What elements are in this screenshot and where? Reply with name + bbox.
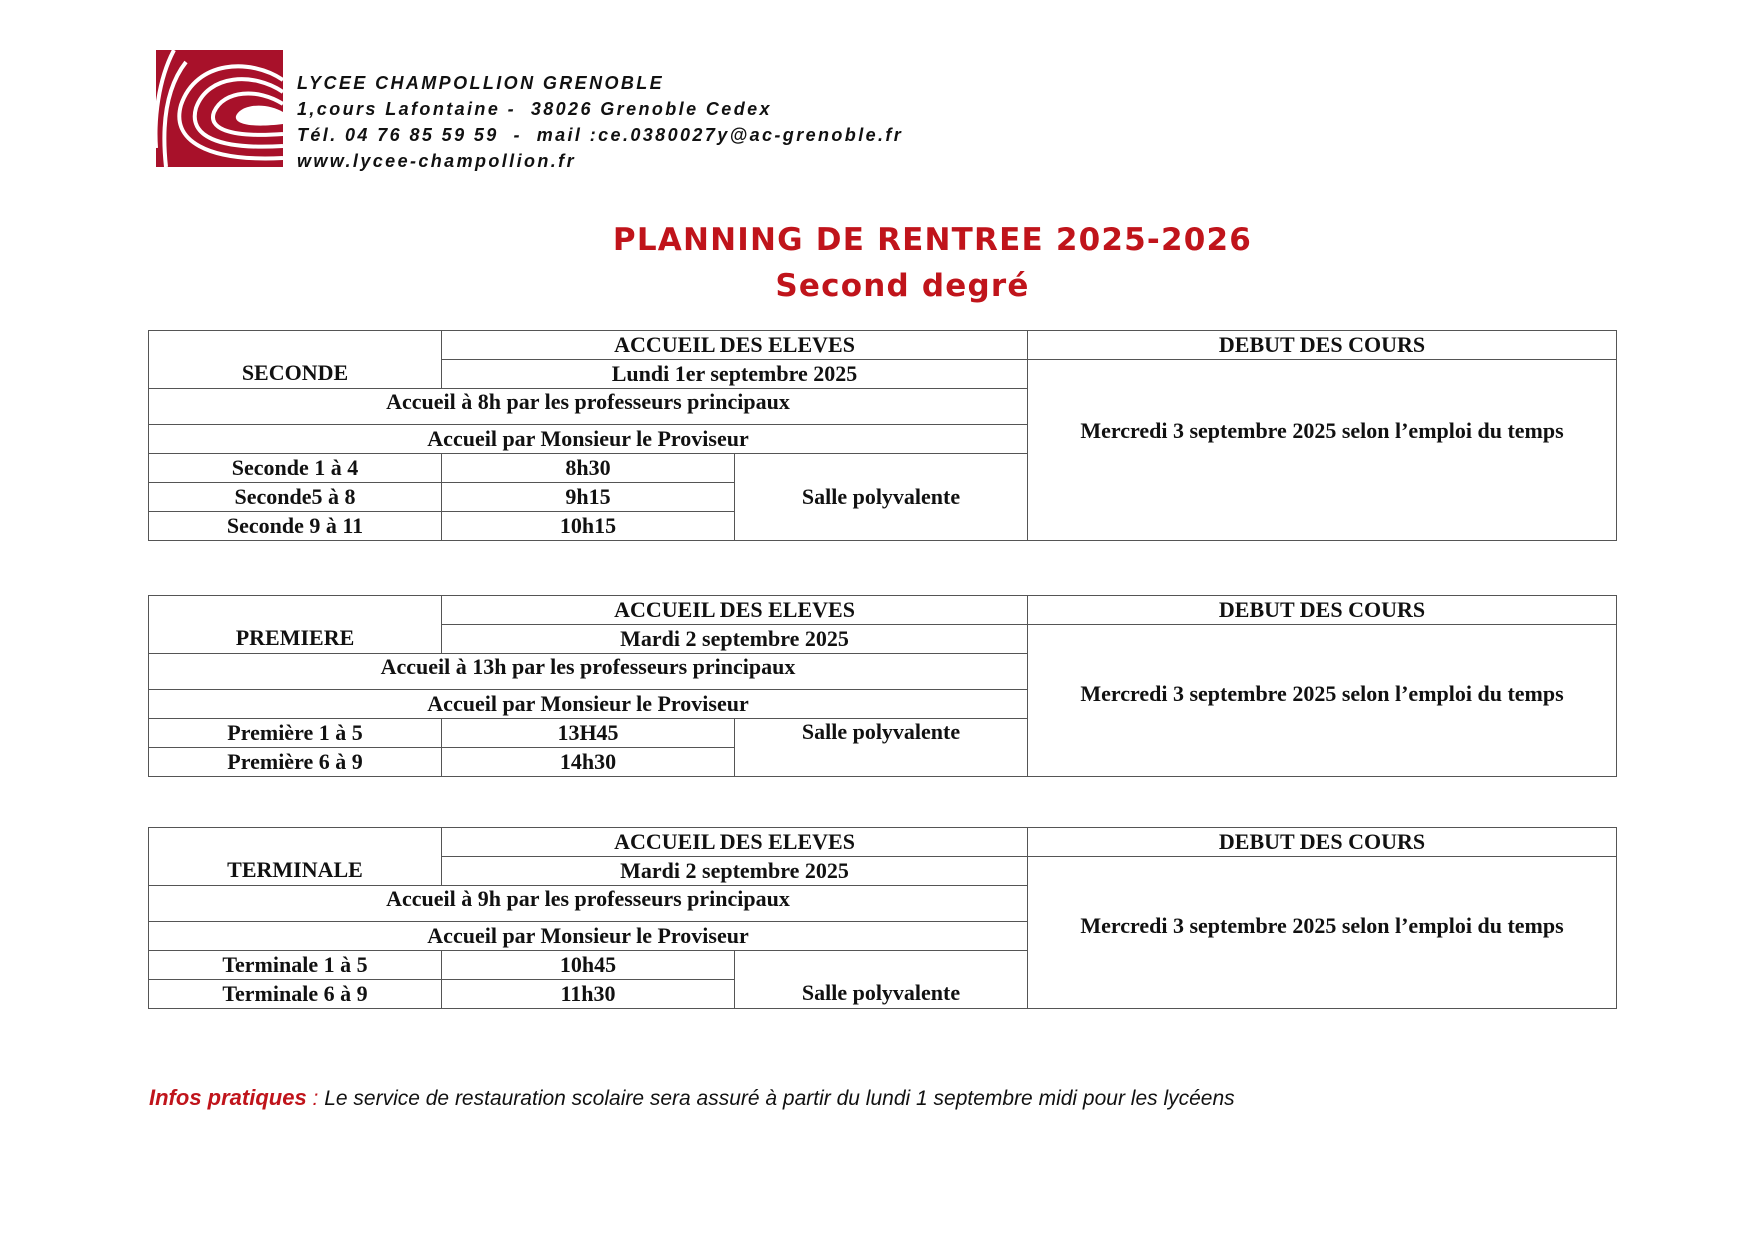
debut-cours: Mercredi 3 septembre 2025 selon l’emploi du temps [1028,625,1617,777]
infos-text: Le service de restauration scolaire sera assuré à partir du lundi 1 septembre midi pour les lycéens [324,1087,1235,1110]
debut-cours: Mercredi 3 septembre 2025 selon l’emploi du temps [1028,360,1617,541]
debut-header: DEBUT DES COURS [1028,828,1617,857]
group-name: Terminale 1 à 5 [149,951,442,980]
group-time: 10h15 [442,512,735,541]
group-time: 9h15 [442,483,735,512]
location: Salle polyvalente [735,454,1028,541]
group-name: Seconde 1 à 4 [149,454,442,483]
group-time: 11h30 [442,980,735,1009]
group-name: Seconde5 à 8 [149,483,442,512]
schedule-table-premiere [148,595,1617,777]
location: Salle polyvalente [735,719,1028,777]
accueil-pp: Accueil à 9h par les professeurs principaux [149,886,1028,922]
school-website[interactable]: www.lycee-champollion.fr [297,151,576,171]
school-name: LYCEE CHAMPOLLION GRENOBLE [297,73,665,93]
group-time: 10h45 [442,951,735,980]
group-time: 13H45 [442,719,735,748]
infos-pratiques [149,1085,1235,1111]
school-info [297,70,903,174]
group-time: 14h30 [442,748,735,777]
accueil-pp: Accueil à 13h par les professeurs principaux [149,654,1028,690]
accueil-header: ACCUEIL DES ELEVES [442,828,1028,857]
level-label: TERMINALE [149,828,442,886]
debut-header: DEBUT DES COURS [1028,331,1617,360]
accueil-date: Lundi 1er septembre 2025 [442,360,1028,389]
accueil-header: ACCUEIL DES ELEVES [442,331,1028,360]
debut-cours: Mercredi 3 septembre 2025 selon l’emploi du temps [1028,857,1617,1009]
accueil-date: Mardi 2 septembre 2025 [442,625,1028,654]
accueil-proviseur: Accueil par Monsieur le Proviseur [149,922,1028,951]
accueil-pp: Accueil à 8h par les professeurs principaux [149,389,1028,425]
page-subtitle: Second degré [775,268,1030,304]
group-name: Terminale 6 à 9 [149,980,442,1009]
group-name: Seconde 9 à 11 [149,512,442,541]
school-contact: Tél. 04 76 85 59 59 - mail :ce.0380027y@ac-grenoble.fr [297,125,904,145]
group-name: Première 6 à 9 [149,748,442,777]
group-time: 8h30 [442,454,735,483]
infos-separator: : [306,1087,325,1110]
level-label: SECONDE [149,331,442,389]
level-label: PREMIERE [149,596,442,654]
school-logo [156,50,283,167]
page-title: PLANNING DE RENTREE 2025-2026 [612,222,1253,258]
school-address: 1,cours Lafontaine - 38026 Grenoble Cedex [297,99,772,119]
accueil-header: ACCUEIL DES ELEVES [442,596,1028,625]
schedule-table-terminale [148,827,1617,1009]
accueil-proviseur: Accueil par Monsieur le Proviseur [149,425,1028,454]
debut-header: DEBUT DES COURS [1028,596,1617,625]
infos-label: Infos pratiques [149,1085,307,1110]
accueil-date: Mardi 2 septembre 2025 [442,857,1028,886]
location: Salle polyvalente [735,951,1028,1009]
group-name: Première 1 à 5 [149,719,442,748]
schedule-table-seconde [148,330,1617,541]
accueil-proviseur: Accueil par Monsieur le Proviseur [149,690,1028,719]
